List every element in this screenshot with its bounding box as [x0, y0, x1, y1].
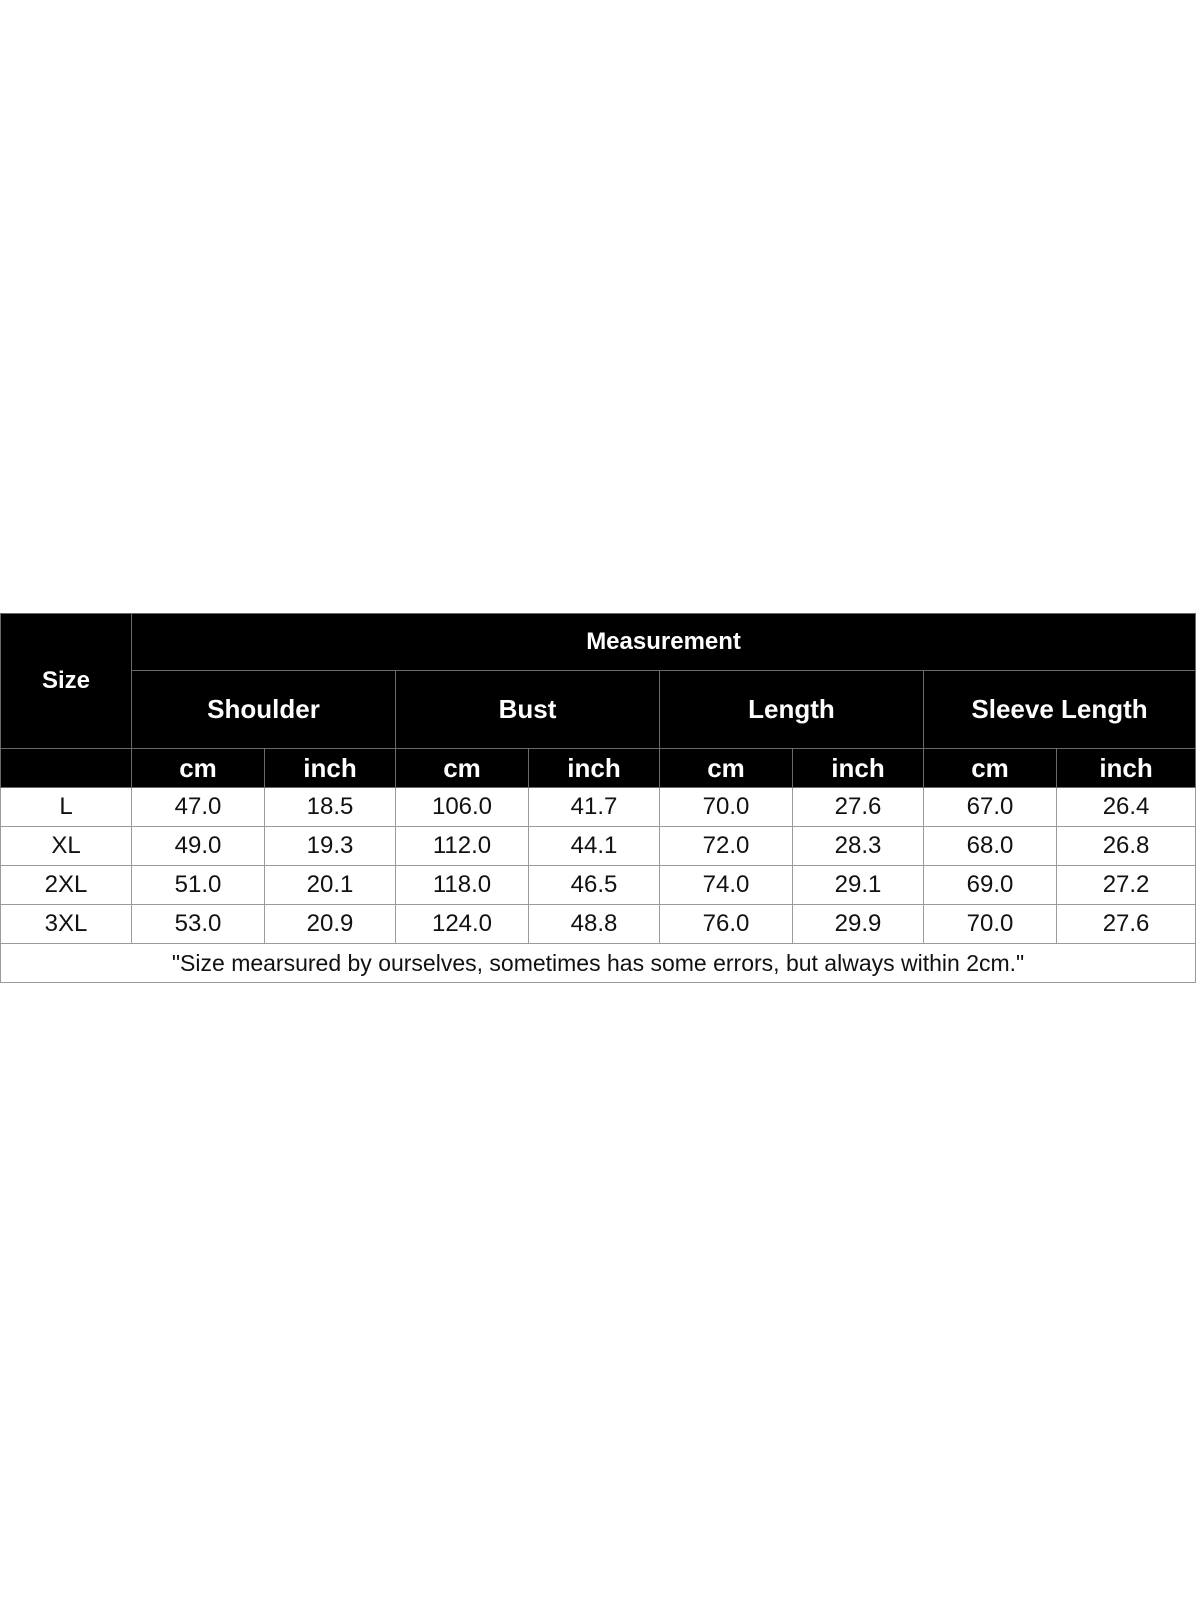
value-cell: 29.9: [793, 905, 924, 944]
value-cell: 20.9: [265, 905, 396, 944]
unit-header: inch: [265, 749, 396, 788]
value-cell: 27.6: [793, 788, 924, 827]
value-cell: 51.0: [132, 866, 265, 905]
group-header-shoulder: Shoulder: [132, 671, 396, 749]
value-cell: 28.3: [793, 827, 924, 866]
value-cell: 47.0: [132, 788, 265, 827]
measurement-header: Measurement: [132, 614, 1196, 671]
unit-header: cm: [660, 749, 793, 788]
table-row: [1, 905, 1196, 944]
value-cell: 27.6: [1057, 905, 1196, 944]
value-cell: 48.8: [529, 905, 660, 944]
unit-header: cm: [396, 749, 529, 788]
value-cell: 69.0: [924, 866, 1057, 905]
size-cell: 3XL: [1, 905, 132, 944]
group-header-bust: Bust: [396, 671, 660, 749]
size-chart-table: [0, 613, 1196, 983]
value-cell: 18.5: [265, 788, 396, 827]
table-row: [1, 827, 1196, 866]
unit-header-blank: [1, 749, 132, 788]
value-cell: 27.2: [1057, 866, 1196, 905]
value-cell: 68.0: [924, 827, 1057, 866]
value-cell: 44.1: [529, 827, 660, 866]
value-cell: 74.0: [660, 866, 793, 905]
value-cell: 124.0: [396, 905, 529, 944]
unit-header: cm: [132, 749, 265, 788]
unit-header: inch: [1057, 749, 1196, 788]
value-cell: 76.0: [660, 905, 793, 944]
size-header: Size: [1, 614, 132, 749]
group-header-sleeve-length: Sleeve Length: [924, 671, 1196, 749]
table-row: [1, 866, 1196, 905]
value-cell: 29.1: [793, 866, 924, 905]
value-cell: 20.1: [265, 866, 396, 905]
value-cell: 53.0: [132, 905, 265, 944]
value-cell: 70.0: [924, 905, 1057, 944]
value-cell: 118.0: [396, 866, 529, 905]
value-cell: 41.7: [529, 788, 660, 827]
value-cell: 49.0: [132, 827, 265, 866]
value-cell: 112.0: [396, 827, 529, 866]
unit-header: cm: [924, 749, 1057, 788]
value-cell: 67.0: [924, 788, 1057, 827]
value-cell: 70.0: [660, 788, 793, 827]
size-cell: XL: [1, 827, 132, 866]
table-row: [1, 788, 1196, 827]
value-cell: 19.3: [265, 827, 396, 866]
value-cell: 26.4: [1057, 788, 1196, 827]
group-header-length: Length: [660, 671, 924, 749]
value-cell: 72.0: [660, 827, 793, 866]
value-cell: 26.8: [1057, 827, 1196, 866]
unit-header: inch: [529, 749, 660, 788]
value-cell: 106.0: [396, 788, 529, 827]
size-cell: L: [1, 788, 132, 827]
value-cell: 46.5: [529, 866, 660, 905]
unit-header: inch: [793, 749, 924, 788]
measurement-note: "Size mearsured by ourselves, sometimes has some errors, but always within 2cm.": [1, 944, 1196, 983]
note-row: [1, 944, 1196, 983]
size-cell: 2XL: [1, 866, 132, 905]
